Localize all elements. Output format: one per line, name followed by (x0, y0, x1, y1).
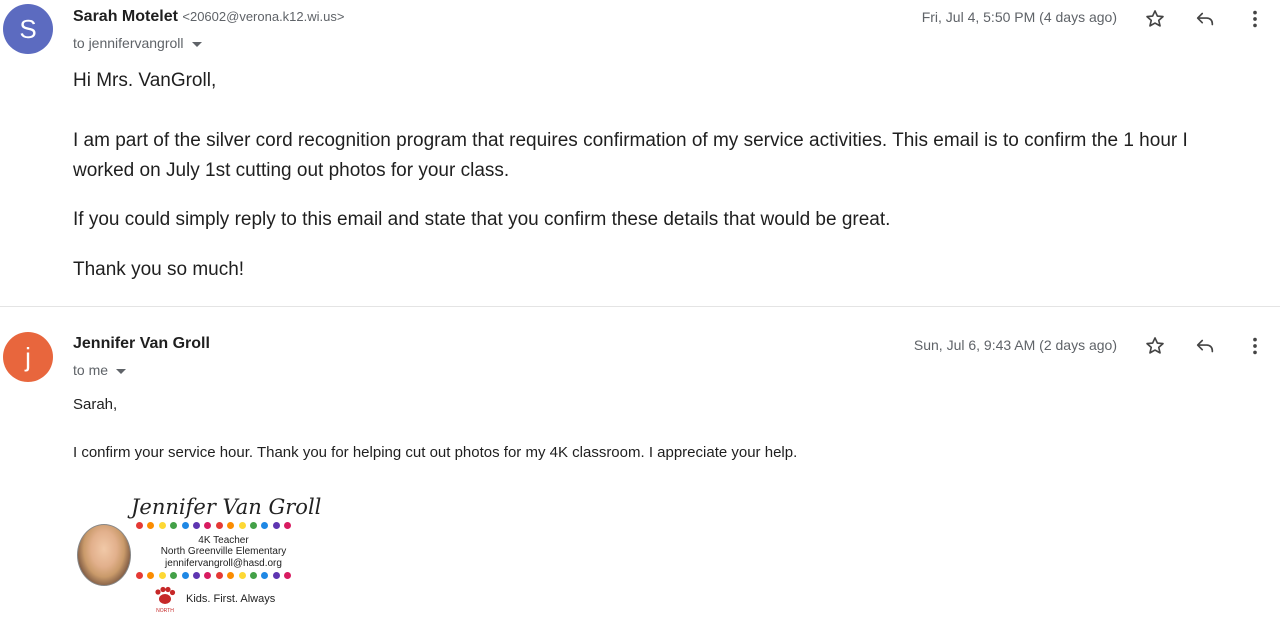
body-paragraph: I am part of the silver cord recognition program that requires confirmation of my service activities. This email is to confirm the 1 hour I worked on July 1st cutting out photos for your class. (73, 130, 1188, 181)
sender-avatar[interactable]: S (3, 4, 53, 54)
chevron-down-icon (192, 42, 202, 47)
signature-email: jennifervangroll@hasd.org (165, 558, 282, 569)
signature-school: North Greenville Elementary (160, 546, 287, 557)
more-vert-icon (1244, 8, 1266, 30)
more-options-button[interactable] (1241, 5, 1269, 33)
signature-title: 4K Teacher (198, 535, 249, 546)
sender-name[interactable]: Sarah Motelet (73, 8, 178, 25)
body-paragraph: Sarah, (73, 396, 118, 413)
chevron-down-icon (116, 369, 126, 374)
email-message-1 (0, 0, 1280, 307)
body-paragraph: If you could simply reply to this email and state that you confirm these details that would be great. (73, 209, 891, 230)
message-date: Fri, Jul 4, 5:50 PM (4 days ago) (921, 9, 1117, 25)
recipient-label: to jennifervangroll (73, 35, 184, 51)
sender-info (73, 8, 344, 26)
reply-button[interactable] (1191, 332, 1219, 360)
star-button[interactable] (1141, 332, 1169, 360)
message-date: Sun, Jul 6, 9:43 AM (2 days ago) (913, 337, 1117, 353)
reply-icon (1194, 8, 1216, 30)
reply-icon (1194, 335, 1216, 357)
star-icon (1144, 335, 1166, 357)
body-paragraph: Thank you so much! (73, 259, 245, 280)
body-paragraph: Hi Mrs. VanGroll, (73, 70, 217, 91)
sender-name[interactable]: Jennifer Van Groll (73, 335, 210, 352)
more-vert-icon (1244, 335, 1266, 357)
star-icon (1144, 8, 1166, 30)
recipient-label: to me (73, 362, 109, 378)
recipient-details-toggle[interactable] (73, 35, 202, 51)
paw-logo-text: NORTH (156, 608, 174, 614)
body-paragraph: I confirm your service hour. Thank you for helping cut out photos for my 4K classroom. I appreciate your help. (73, 444, 798, 461)
more-options-button[interactable] (1241, 332, 1269, 360)
sender-info (73, 335, 210, 353)
email-message-2 (0, 307, 1280, 633)
sender-email: <20602@verona.k12.wi.us> (182, 9, 345, 24)
signature-tagline: Kids. First. Always (186, 593, 276, 605)
reply-button[interactable] (1191, 5, 1219, 33)
message-body (73, 66, 1243, 305)
sender-avatar[interactable]: j (3, 332, 53, 382)
signature-name: Jennifer Van Groll (131, 495, 322, 519)
star-button[interactable] (1141, 5, 1169, 33)
recipient-details-toggle[interactable] (73, 362, 126, 378)
